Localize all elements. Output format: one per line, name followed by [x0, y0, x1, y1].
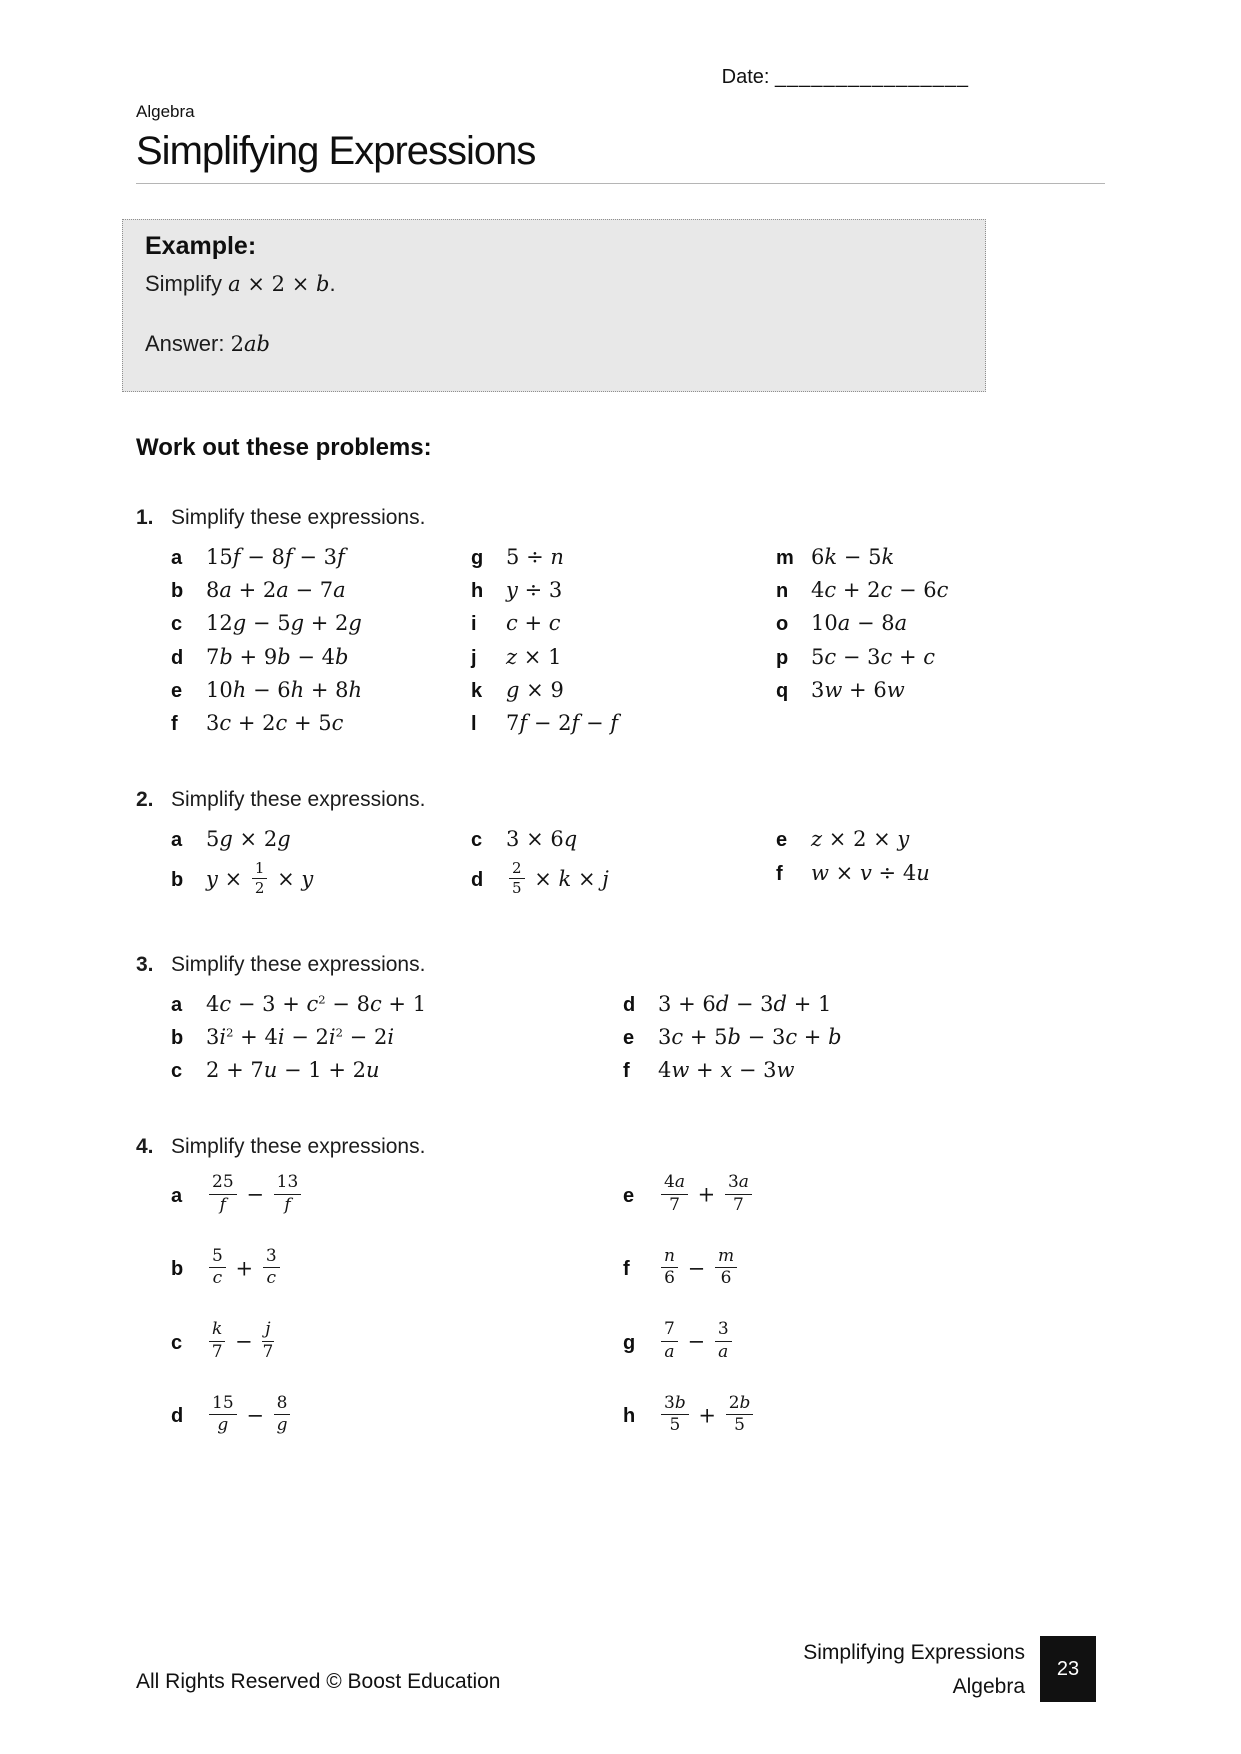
problem-instruction: Simplify these expressions. — [171, 1135, 426, 1159]
item-expression: 7f − 2f − f — [506, 710, 619, 735]
items-column — [776, 827, 930, 909]
items-column — [471, 827, 776, 909]
fraction — [209, 1319, 225, 1363]
fraction — [509, 859, 525, 898]
item-expression: 10a − 8a — [811, 611, 908, 636]
item-label: g — [471, 547, 484, 569]
problem-item — [171, 1058, 623, 1083]
item-label: a — [171, 547, 183, 569]
item-expression: $3i^2 + 4i - 2i^2 - 2i$ — [206, 1025, 395, 1049]
fraction — [661, 1319, 678, 1363]
item-label: e — [623, 1184, 635, 1207]
problem-item — [623, 1392, 756, 1439]
fraction — [715, 1319, 732, 1363]
item-expression: $\frac{25}{f}$ − $\frac{13}{f}$ — [206, 1174, 304, 1218]
fraction — [661, 1172, 688, 1216]
item-expression: $4c - 3 + c^2 - 8c + 1$ — [206, 991, 427, 1016]
items-column — [171, 827, 471, 909]
item-expression: c + c — [506, 611, 561, 636]
item-label: q — [776, 679, 789, 702]
fraction-denominator: a — [664, 1341, 675, 1362]
item-label: f — [623, 1258, 630, 1281]
problem-item — [171, 645, 471, 670]
problem-item — [471, 827, 776, 852]
problem-item — [171, 545, 471, 570]
item-label: d — [471, 869, 484, 892]
problem-item — [171, 1321, 623, 1365]
fraction-denominator: f — [284, 1194, 291, 1215]
problem-item — [623, 1245, 756, 1292]
problem-4 — [136, 1135, 1105, 1468]
item-expression: 5c − 3c + c — [811, 644, 936, 669]
fraction — [725, 1172, 752, 1216]
fraction — [274, 1393, 291, 1437]
fraction-numerator: n — [661, 1246, 678, 1268]
item-label: e — [171, 679, 183, 702]
problem-item — [471, 578, 776, 603]
item-expression: w × v ÷ 4u — [811, 861, 930, 886]
fraction-numerator: k — [209, 1319, 225, 1341]
problem-header — [136, 1135, 1105, 1159]
problem-item — [776, 678, 948, 703]
fraction — [263, 1246, 280, 1290]
fraction-denominator: 7 — [733, 1194, 744, 1215]
item-expression: 2 + 7u − 1 + 2u — [206, 1058, 380, 1083]
fraction — [661, 1393, 689, 1437]
item-label: l — [471, 712, 477, 735]
problem-1 — [136, 506, 1105, 744]
item-expression: y × $\frac{1}{2}$ × y — [206, 859, 314, 898]
fraction-denominator: c — [212, 1268, 223, 1289]
problem-item — [471, 545, 776, 570]
items-column — [171, 1174, 623, 1468]
item-expression: 6k − 5k — [811, 545, 895, 569]
fraction-denominator: 5 — [734, 1415, 745, 1436]
item-label: b — [171, 1258, 184, 1281]
item-expression: 3 + 6d − 3d + 1 — [658, 991, 832, 1016]
date-label: Date: — [721, 66, 770, 88]
fraction-denominator: 2 — [254, 879, 265, 898]
item-label: d — [171, 1405, 184, 1428]
items-column — [623, 992, 842, 1092]
item-label: b — [171, 1027, 184, 1049]
fraction-numerator: 3a — [725, 1172, 752, 1194]
item-label: c — [171, 1331, 183, 1354]
item-label: a — [171, 829, 183, 852]
fraction-numerator: 8 — [274, 1393, 291, 1415]
example-answer-expression: 2ab — [230, 332, 270, 356]
item-expression: 10h − 6h + 8h — [206, 677, 363, 702]
category-label: Algebra — [136, 102, 195, 121]
item-label: h — [623, 1405, 636, 1428]
problem-number: 4. — [136, 1135, 154, 1159]
item-label: o — [776, 613, 789, 636]
item-label: e — [623, 1027, 635, 1049]
fraction-numerator: 3b — [661, 1393, 689, 1415]
problem-item — [623, 992, 842, 1017]
item-label: h — [471, 580, 484, 603]
problem-number: 2. — [136, 788, 154, 812]
problem-number: 1. — [136, 506, 154, 529]
item-label: m — [776, 547, 794, 569]
item-expression: $\frac{15}{g}$ − $\frac{8}{g}$ — [206, 1395, 293, 1439]
footer-doc-info — [803, 1636, 1025, 1704]
fraction-denominator: 7 — [211, 1341, 223, 1362]
fraction-numerator: 25 — [209, 1172, 237, 1194]
item-label: e — [776, 829, 788, 852]
fraction-denominator: g — [276, 1415, 288, 1436]
problems-container — [136, 506, 1105, 1468]
fraction-denominator: 7 — [262, 1341, 274, 1362]
example-prompt — [145, 271, 963, 297]
problem-item — [623, 1321, 756, 1365]
example-prompt-expression: a × 2 × b — [228, 272, 330, 296]
problem-items — [171, 1174, 1105, 1468]
item-label: a — [171, 993, 183, 1016]
fraction — [209, 1172, 237, 1216]
problem-item — [171, 578, 471, 603]
item-expression: $\frac{5}{c}$ + $\frac{3}{c}$ — [206, 1248, 283, 1292]
problem-header — [136, 788, 1105, 812]
items-column — [623, 1174, 756, 1468]
fraction-denominator: f — [219, 1194, 226, 1215]
items-column — [776, 545, 948, 744]
fraction-numerator: m — [715, 1246, 737, 1268]
item-label: d — [171, 646, 184, 669]
problem-item — [171, 992, 623, 1017]
problem-item — [171, 861, 471, 900]
item-expression: $\frac{n}{6}$ − $\frac{m}{6}$ — [658, 1248, 740, 1292]
problem-item — [776, 645, 948, 670]
item-label: f — [623, 1060, 630, 1083]
section-heading: Work out these problems: — [136, 434, 432, 461]
fraction — [262, 1319, 273, 1363]
page-content — [0, 102, 1241, 1468]
fraction-denominator: 6 — [720, 1268, 732, 1289]
item-label: i — [471, 613, 477, 636]
problem-item — [471, 711, 776, 736]
problem-header — [136, 506, 1105, 530]
problem-item — [171, 611, 471, 636]
fraction-numerator: 3 — [715, 1319, 732, 1341]
fraction-denominator: 5 — [512, 879, 522, 898]
item-expression: $\frac{k}{7}$ − $\frac{j}{7}$ — [206, 1321, 277, 1365]
problem-item — [471, 861, 776, 900]
example-prompt-period: . — [329, 271, 336, 296]
item-label: c — [471, 829, 483, 852]
fraction-denominator: 6 — [664, 1268, 675, 1289]
item-label: p — [776, 646, 789, 669]
example-box — [122, 219, 986, 392]
fraction — [726, 1393, 754, 1437]
fraction-numerator: 13 — [274, 1172, 302, 1194]
item-label: f — [171, 712, 178, 735]
items-column — [171, 992, 623, 1092]
problem-item — [171, 1392, 623, 1439]
example-answer-label: Answer: — [145, 331, 231, 356]
problem-item — [171, 827, 471, 852]
problem-item — [776, 827, 930, 852]
fraction-numerator: 7 — [661, 1319, 678, 1341]
item-expression: z × 2 × y — [811, 827, 910, 852]
example-answer — [145, 331, 963, 357]
problem-item — [171, 678, 471, 703]
item-expression: 5 ÷ n — [506, 545, 564, 569]
item-expression: $\frac{7}{a}$ − $\frac{3}{a}$ — [658, 1321, 735, 1365]
item-label: c — [171, 1060, 183, 1083]
item-label: j — [471, 646, 477, 669]
fraction — [274, 1172, 302, 1216]
problem-item — [623, 1174, 756, 1218]
item-expression: $\frac{3b}{5}$ + $\frac{2b}{5}$ — [658, 1395, 756, 1439]
fraction-denominator: 7 — [669, 1194, 680, 1215]
item-expression: 4c + 2c − 6c — [811, 578, 949, 603]
problem-item — [776, 611, 948, 636]
fraction-numerator: 15 — [209, 1393, 237, 1415]
problem-2 — [136, 788, 1105, 909]
item-label: f — [776, 863, 783, 886]
fraction — [715, 1246, 737, 1290]
item-label: a — [171, 1184, 183, 1207]
fraction — [661, 1246, 678, 1290]
problem-item — [171, 1025, 623, 1050]
item-label: b — [171, 580, 184, 603]
problem-instruction: Simplify these expressions. — [171, 788, 426, 812]
item-label: g — [623, 1331, 636, 1354]
fraction — [252, 859, 268, 898]
problem-instruction: Simplify these expressions. — [171, 506, 426, 529]
problem-item — [171, 711, 471, 736]
item-expression: y ÷ 3 — [506, 578, 563, 603]
problem-item — [471, 678, 776, 703]
item-label: c — [171, 613, 183, 636]
problem-item — [776, 861, 930, 886]
problem-item — [171, 1174, 623, 1218]
footer-category: Algebra — [952, 1675, 1025, 1698]
fraction-denominator: c — [266, 1268, 276, 1289]
footer-doc-title: Simplifying Expressions — [803, 1641, 1025, 1664]
problem-items — [171, 827, 1105, 909]
item-expression: 3c + 5b − 3c + b — [658, 1025, 842, 1049]
problem-item — [623, 1058, 842, 1083]
items-column — [471, 545, 776, 744]
date-blank-line: ________________ — [775, 66, 969, 88]
item-label: b — [171, 869, 184, 892]
date-row — [722, 66, 969, 89]
problem-item — [776, 545, 948, 570]
problem-item — [171, 1245, 623, 1292]
item-label: n — [776, 580, 789, 603]
fraction-numerator: 1 — [252, 859, 268, 879]
item-expression: 4w + x − 3w — [658, 1058, 795, 1083]
item-expression: 3c + 2c + 5c — [206, 710, 344, 735]
item-expression: $\frac{2}{5}$ × k × j — [506, 861, 609, 900]
problem-item — [776, 578, 948, 603]
problem-instruction: Simplify these expressions. — [171, 952, 426, 976]
fraction-denominator: a — [718, 1341, 729, 1362]
problem-item — [471, 611, 776, 636]
fraction-denominator: g — [217, 1415, 229, 1436]
problem-item — [471, 645, 776, 670]
fraction-numerator: 5 — [209, 1246, 226, 1268]
problem-items — [171, 545, 1105, 744]
item-expression: g × 9 — [506, 677, 564, 702]
problem-item — [623, 1025, 842, 1050]
fraction-numerator: 2 — [509, 859, 525, 879]
fraction-numerator: j — [262, 1319, 273, 1341]
title-divider — [136, 183, 1105, 184]
fraction-denominator: 5 — [669, 1415, 681, 1436]
fraction-numerator: 2b — [726, 1393, 754, 1415]
item-expression: $\frac{4a}{7}$ + $\frac{3a}{7}$ — [658, 1174, 755, 1218]
fraction — [209, 1246, 226, 1290]
example-prompt-text: Simplify — [145, 271, 229, 296]
fraction — [209, 1393, 237, 1437]
problem-3 — [136, 953, 1105, 1092]
item-expression: 7b + 9b − 4b — [206, 644, 349, 669]
item-expression: 15f − 8f − 3f — [206, 545, 345, 569]
example-heading: Example: — [145, 232, 257, 260]
item-label: d — [623, 993, 636, 1016]
item-expression: 8a + 2a − 7a — [206, 578, 346, 603]
item-label: k — [471, 679, 483, 702]
footer-rights: All Rights Reserved © Boost Education — [136, 1670, 501, 1693]
page-number-badge: 23 — [1040, 1636, 1096, 1702]
problem-number: 3. — [136, 952, 154, 976]
item-expression: 3w + 6w — [811, 677, 905, 702]
item-expression: 5g × 2g — [206, 827, 291, 852]
problem-items — [171, 992, 1105, 1092]
fraction-numerator: 4a — [661, 1172, 688, 1194]
item-expression: 12g − 5g + 2g — [206, 611, 362, 636]
page-title: Simplifying Expressions — [136, 129, 536, 173]
items-column — [171, 545, 471, 744]
item-expression: z × 1 — [506, 644, 562, 669]
item-expression: 3 × 6q — [506, 827, 578, 852]
problem-header — [136, 953, 1105, 977]
fraction-numerator: 3 — [263, 1246, 280, 1268]
